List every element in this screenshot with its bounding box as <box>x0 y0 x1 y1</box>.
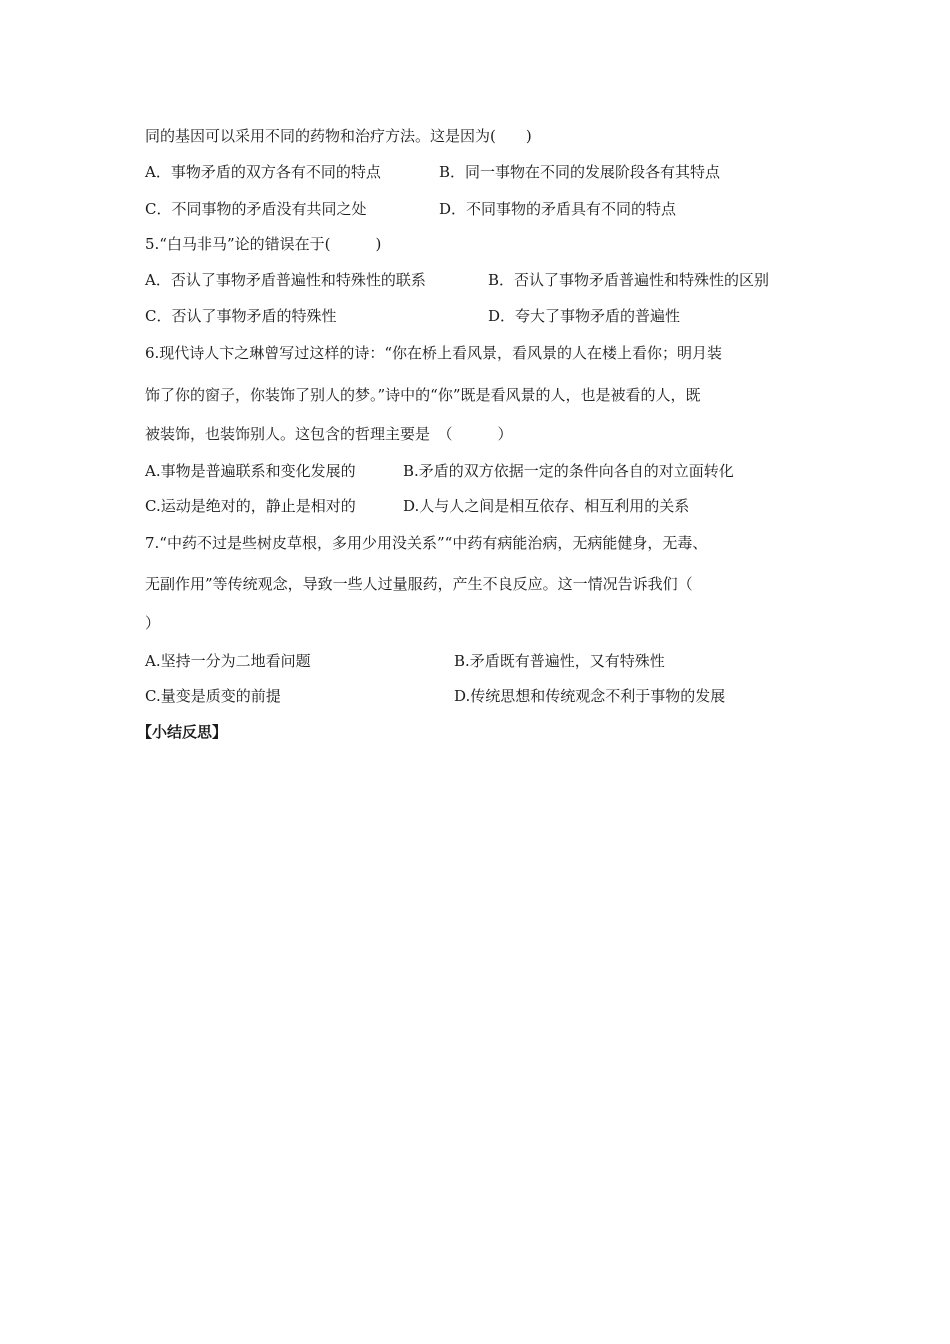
question-6-stem-line-3: 被装饰，也装饰别人。这包含的哲理主要是 （ ） <box>145 425 513 443</box>
question-5-stem: 5.“白马非马”论的错误在于( ) <box>145 235 382 253</box>
question-5-option-a: A．否认了事物矛盾普遍性和特殊性的联系 <box>145 271 426 289</box>
question-7-stem-line-3: ） <box>145 614 161 632</box>
question-7-option-a: A.坚持一分为二地看问题 <box>145 652 311 670</box>
question-7-option-d: D.传统思想和传统观念不利于事物的发展 <box>454 687 726 705</box>
question-6-option-a: A.事物是普遍联系和变化发展的 <box>145 462 356 480</box>
question-4-stem: 同的基因可以采用不同的药物和治疗方法。这是因为( ) <box>145 127 532 145</box>
question-7-option-c: C.量变是质变的前提 <box>145 687 281 705</box>
question-4-option-d: D．不同事物的矛盾具有不同的特点 <box>439 200 677 218</box>
question-7-option-b: B.矛盾既有普遍性，又有特殊性 <box>454 652 665 670</box>
question-5-option-d: D．夸大了事物矛盾的普遍性 <box>488 307 681 325</box>
question-6-stem-line-1: 6.现代诗人卞之琳曾写过这样的诗：“你在桥上看风景，看风景的人在楼上看你；明月装 <box>145 344 722 362</box>
question-5-option-c: C．否认了事物矛盾的特殊性 <box>145 307 337 325</box>
question-4-option-a: A．事物矛盾的双方各有不同的特点 <box>145 163 381 181</box>
question-5-option-b: B．否认了事物矛盾普遍性和特殊性的区别 <box>488 271 770 289</box>
question-6-option-c: C.运动是绝对的，静止是相对的 <box>145 497 356 515</box>
question-6-stem-line-2: 饰了你的窗子，你装饰了别人的梦。”诗中的“你”既是看风景的人，也是被看的人，既 <box>145 386 701 404</box>
question-6-option-d: D.人与人之间是相互依存、相互利用的关系 <box>403 497 690 515</box>
question-7-stem-line-2: 无副作用”等传统观念，导致一些人过量服药，产生不良反应。这一情况告诉我们（ <box>145 575 693 593</box>
question-7-stem-line-1: 7.“中药不过是些树皮草根，多用少用没关系”“中药有病能治病，无病能健身，无毒、 <box>145 534 708 552</box>
question-6-option-b: B.矛盾的双方依据一定的条件向各自的对立面转化 <box>403 462 734 480</box>
question-4-option-b: B．同一事物在不同的发展阶段各有其特点 <box>439 163 721 181</box>
summary-heading: 【小结反思】 <box>137 723 228 741</box>
question-4-option-c: C．不同事物的矛盾没有共同之处 <box>145 200 367 218</box>
